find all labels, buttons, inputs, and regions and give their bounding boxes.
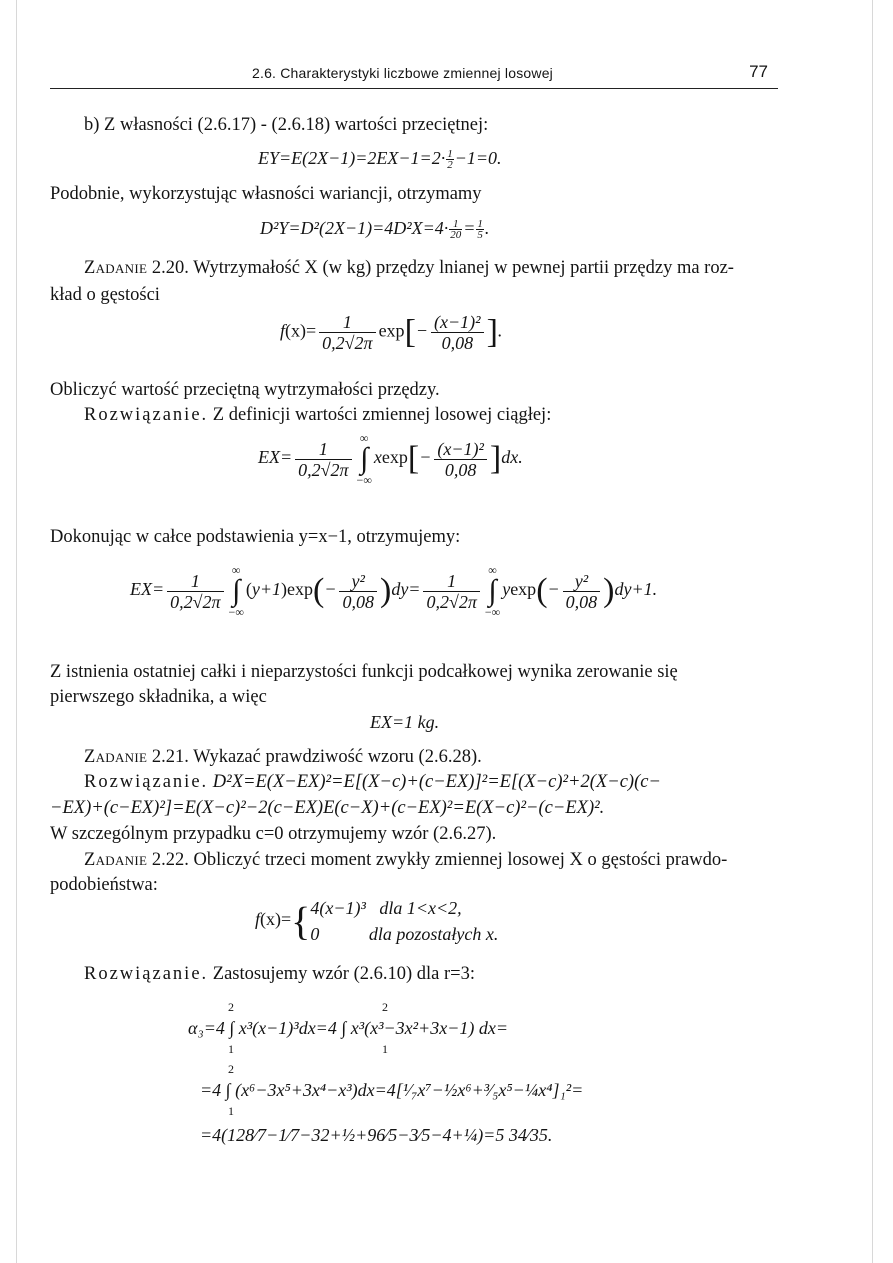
equation-alpha3-line-2: =4 ∫ (x⁶−3x⁵+3x⁴−x³)dx=4[¹⁄₇x⁷−½x⁶+³⁄₅x⁵−¼x⁴]₁²= — [200, 1080, 584, 1100]
alpha-line1-upper-limit-b: 2 — [382, 1000, 388, 1014]
solution-2-22: Rozwiązanie. Zastosujemy wzór (2.6.10) dla r=3: — [84, 964, 475, 984]
paragraph-compute: Obliczyć wartość przeciętną wytrzymałości przędzy. — [50, 380, 440, 400]
page-number: 77 — [749, 62, 768, 81]
task-2-22-cont: podobieństwa: — [50, 875, 158, 895]
equation-ex-result: EX=1 kg. — [370, 712, 440, 732]
task-2-22: Zadanie 2.22. Obliczyć trzeci moment zwykły zmiennej losowej X o gęstości prawdo- — [84, 850, 728, 870]
paragraph-b: b) Z własności (2.6.17) - (2.6.18) wartości przeciętnej: — [84, 115, 489, 135]
task-2-20: Zadanie 2.20. Wytrzymałość X (w kg) przędzy lnianej w pewnej partii przędzy ma roz- — [84, 258, 734, 278]
equation-ey: EY=E(2X−1)=2EX−1=2· $\frac{1}{2}$ −1=0. — [258, 148, 502, 171]
scan-edge-right — [872, 0, 873, 1263]
equation-piecewise-density: f(x)={ 4(x−1)³ dla 1<x<2, 0 dla pozostałych x. — [255, 898, 499, 944]
equation-ex-integral: EX= $\frac{1}{0,2√2\pi}$ ∞ ∫ −∞xexp[− $\frac{\text{(x−1)²}}{0,08}$ ]dx. — [258, 431, 523, 487]
equation-alpha3-line-3: =4(128⁄7−1⁄7−32+½+96⁄5−3⁄5−4+¼)=5 34⁄35. — [200, 1125, 553, 1145]
page-header — [50, 62, 778, 89]
equation-alpha3-line-1: α₃=4 ∫ x³(x−1)³dx=4 ∫ x³(x³−3x²+3x−1) dx= — [188, 1018, 508, 1038]
paragraph-conclusion-1: Z istnienia ostatniej całki i nieparzystości funkcji podcałkowej wynika zerowanie się — [50, 662, 678, 682]
paragraph-conclusion-2: pierwszego składnika, a więc — [50, 687, 267, 707]
alpha-line1-lower-limit-a: 1 — [228, 1042, 234, 1056]
paragraph-substitution: Dokonując w całce podstawienia y=x−1, otrzymujemy: — [50, 527, 461, 547]
running-title: 2.6. Charakterystyki liczbowe zmiennej losowej — [252, 65, 553, 81]
equation-substituted: EX= $\frac{1}{0,2√2\pi}$ ∞ ∫ −∞(y+1)exp(− $\frac{\text{y²}}{0,08}$ )dy= $\frac{1}{0,2√2\pi}$ ∞ ∫ −∞yexp(− $\frac{\text{y²}}{0,08}$ )dy+1. — [130, 563, 658, 619]
scan-edge-left — [16, 0, 17, 1263]
paragraph-special-case: W szczególnym przypadku c=0 otrzymujemy wzór (2.6.27). — [50, 824, 497, 844]
task-2-21: Zadanie 2.21. Wykazać prawdziwość wzoru (2.6.28). — [84, 747, 482, 767]
alpha-line1-upper-limit-a: 2 — [228, 1000, 234, 1014]
solution-2-20: Rozwiązanie. Z definicji wartości zmiennej losowej ciągłej: — [84, 405, 552, 425]
solution-2-21-line-2: −EX)+(c−EX)²]=E(X−c)²−2(c−EX)E(c−X)+(c−EX)²=E(X−c)²−(c−EX)². — [50, 798, 605, 818]
equation-d2y: D²Y=D²(2X−1)=4D²X=4· $\frac{1}{20}$ = $\frac{1}{5}$ . — [260, 218, 490, 241]
alpha-line1-lower-limit-b: 1 — [382, 1042, 388, 1056]
paragraph-similarly: Podobnie, wykorzystując własności wariancji, otrzymamy — [50, 184, 482, 204]
equation-pdf: f(x)= $\frac{1}{0,2√2\pi}$ exp[− $\frac{\text{(x−1)²}}{0,08}$ ]. — [280, 312, 503, 353]
alpha-line2-lower-limit: 1 — [228, 1104, 234, 1118]
alpha-line2-upper-limit: 2 — [228, 1062, 234, 1076]
solution-2-21-line-1: Rozwiązanie. D²X=E(X−EX)²=E[(X−c)+(c−EX)]²=E[(X−c)²+2(X−c)(c− — [84, 772, 661, 792]
task-2-20-cont: kład o gęstości — [50, 285, 160, 305]
